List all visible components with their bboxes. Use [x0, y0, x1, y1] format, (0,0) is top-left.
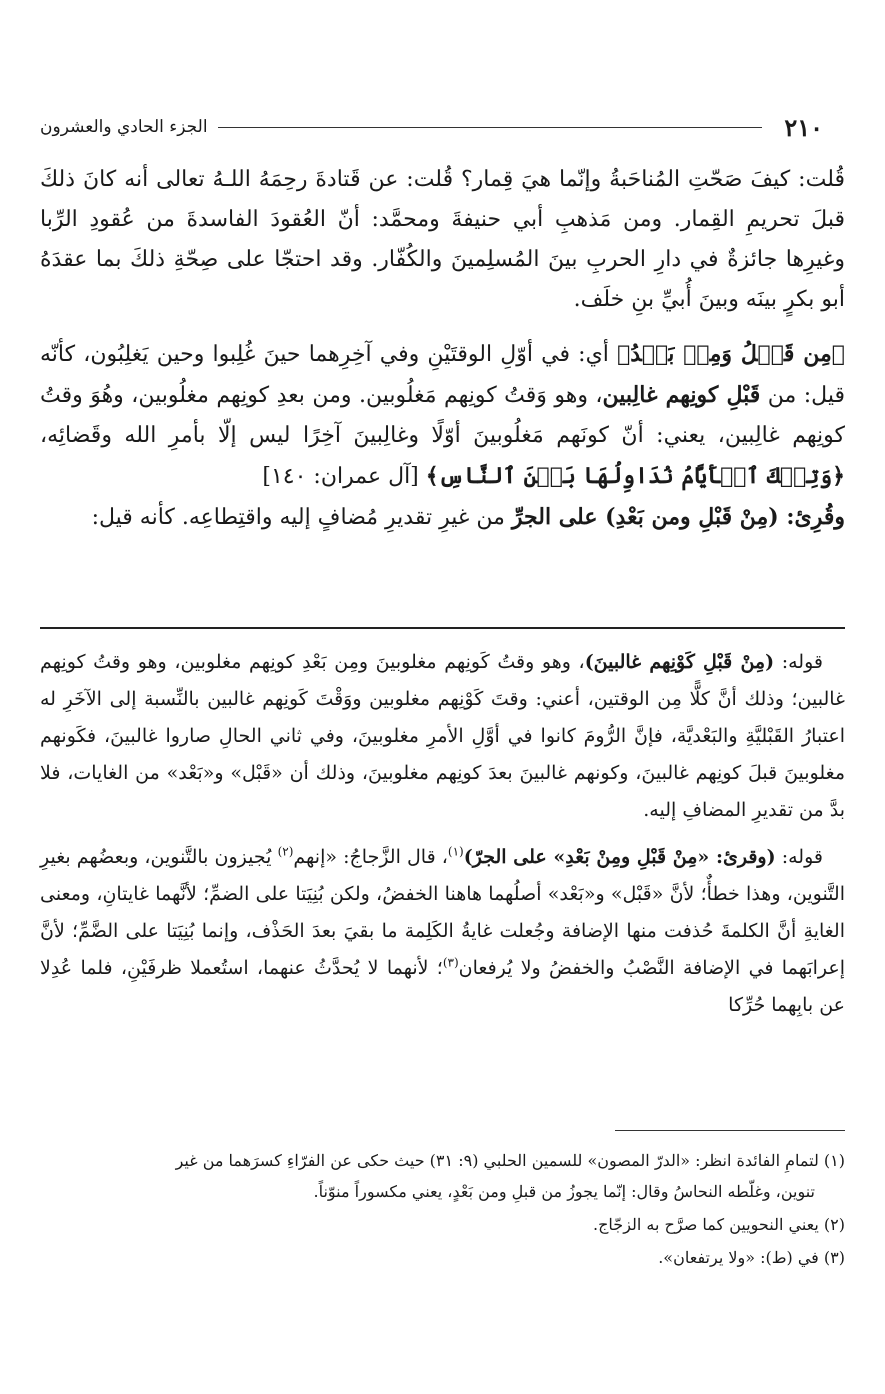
quran-quote-1: ﴿مِن قَبۡلُ وَمِنۢ بَعۡدُ﴾: [617, 341, 845, 367]
footnotes: [40, 1145, 845, 1275]
main-text-span: أي: في أوّلِ الوقتَيْنِ وفي آخِرِهما حينَ غُلِبوا وحين يَغلِبُون، كأنّه قيل: من: [40, 342, 845, 408]
commentary-lead: قوله:: [775, 846, 823, 868]
header-rule: [218, 127, 763, 128]
main-text: [40, 160, 845, 538]
quran-reference: [آل عمران: ١٤٠]: [262, 464, 426, 489]
commentary-paragraph-1: [40, 644, 845, 829]
footnote-divider: [615, 1130, 845, 1131]
commentary-paragraph-2: [40, 839, 845, 1024]
commentary-quote: (وقرئ: «مِنْ قَبْلِ ومِنْ بَعْدِ» على الجرّ): [463, 846, 776, 868]
footnote-marker-3[interactable]: (٣): [442, 955, 459, 970]
main-paragraph-3: [40, 497, 845, 538]
bold-phrase: قَبْلِ كونِهم غالِبين: [602, 382, 761, 408]
main-text-span: ، وهو وَقتُ كونِهم مَغلُوبين. ومن بعدِ كونِهم مغلُوبين، وهُوَ وقتُ كونِهم غالِبين، يعني: أنّ كونَهم مَغلُوبينَ أوّلًا وغالِبينَ آخِرًا ليس إلّا بأمرِ الله وقَضائِه،: [40, 383, 845, 448]
section-divider: [40, 627, 845, 629]
commentary-text: ، وهو وقتُ كَونِهم مغلوبينَ ومِن بَعْدِ كونِهم مغلوبين، وهو وقتُ كونِهم غالبين؛ وذلك أنَّ كلًّا مِن الوقتين، أعني: وقتَ كَوْنِهم مغلوبين ووَقْتَ كَونِهم غالبين بالنِّسبة إلى الآخَرِ له اعتبارُ القَبْليَّةِ والبَعْديَّة، فإنَّ الرُّومَ كانوا في أوَّلِ الأمرِ مغلوبينَ، وفي ثاني الحالِ صاروا غالبينَ، فكَونهم مغلوبينَ قبلَ كونِهم غالبينَ، وكونهم غالبينَ بعدَ كونِهم مغلوبينَ، وذلك أن «قَبْل» و«بَعْد» من الغايات، فلا بدَّ من تقديرِ المضافِ إليه.: [40, 651, 845, 821]
commentary-text: ؛ لأنهما لا يُحدَّثُ عنهما، استُعملا ظرفَيْنِ، فلما عُدِلا عن بابِهما حُرِّكا: [40, 957, 845, 1016]
reading-lead: وقُرِئ:: [778, 504, 845, 530]
footnote-1: [40, 1145, 845, 1207]
footnote-3: (٣) في (ط): «ولا يرتفعان».: [658, 1248, 845, 1267]
commentary-lead: قوله:: [774, 651, 823, 673]
footnote-2: (٢) يعني النحويين كما صرَّح به الزجّاج.: [593, 1215, 845, 1234]
main-text-span: من غيرِ تقديرِ مُضافٍ إليه واقتِطاعِه. كأنه قيل:: [91, 505, 512, 530]
footnote-marker-1[interactable]: (١): [447, 844, 464, 859]
footnote-1-line-1: (١) لتمامِ الفائدة انظر: «الدرّ المصون» للسمين الحلبي (٩: ٣١) حيث حكى عن الفرّاءِ كسرَهما من غير: [175, 1151, 845, 1170]
main-paragraph-1: قُلت: كيفَ صَحّتِ المُناحَبةُ وإنّما هيَ قِمار؟ قُلت: عن قَتادةَ رحِمَهُ اللـهُ تعالى أنه كانَ ذلكَ قبلَ تحريمِ القِمار. ومن مَذهبِ أبي حنيفةَ ومحمَّد: أنّ العُقودَ الفاسدةَ من عُقودِ الرِّبا وغيرِها جائزةٌ في دارِ الحربِ بينَ المُسلِمينَ والكُفّار. وقد احتجّا على صِحّةِ ذلكَ بما عقدَهُ أبو بكرٍ بينَه وبينَ أُبيِّ بنِ خلَف.: [40, 167, 845, 312]
main-paragraph-2: [40, 334, 845, 497]
quran-quote-2: ﴿وَتِلۡكَ ٱلۡأَيَّامُ نُدَاوِلُهَا بَيۡنَ ٱلنَّاسِ﴾: [425, 463, 845, 489]
commentary-quote: (مِنْ قَبْلِ كَوْنِهم غالبينَ): [584, 651, 775, 673]
footnote-marker-2[interactable]: (٢): [277, 844, 294, 859]
running-title: الجزء الحادي والعشرون: [40, 117, 208, 137]
page-header: [40, 112, 823, 142]
commentary: [40, 644, 845, 1034]
reading-variant: (مِنْ قَبْلِ ومن بَعْدِ) على الجرِّ: [511, 504, 779, 530]
footnote-1-line-2: تنوين، وغلّطه النحاسُ وقال: إنّما يجوزُ من قبلِ ومن بَعْدٍ، يعني مكسوراً منوّناً.: [313, 1182, 815, 1201]
page-number: ٢١٠: [784, 112, 823, 142]
commentary-text: يُجيزون بالتَّنوين، وبعضُهم بغيرِ التَّنوين، وهذا خطأٌ؛ لأنَّ «قَبْل» و«بَعْد» أصلُهما هاهنا الخفضُ، ولكن بُنِيَتا على الضمِّ؛ لأنَّهما غايتانِ، ومعنى الغايةِ أنَّ الكلمةَ حُذفت منها الإضافة وجُعلت غايةُ الكَلِمة ما بقيَ بعدَ الحَذْف، وإنما بُنِيَتا على الضَّمِّ؛ لأنَّ إعرابَهما في الإضافة النَّصْبُ والخفضُ ولا يُرفعان: [40, 846, 845, 979]
commentary-text: ، قال الزَّجاجُ: «إنهم: [293, 846, 448, 868]
